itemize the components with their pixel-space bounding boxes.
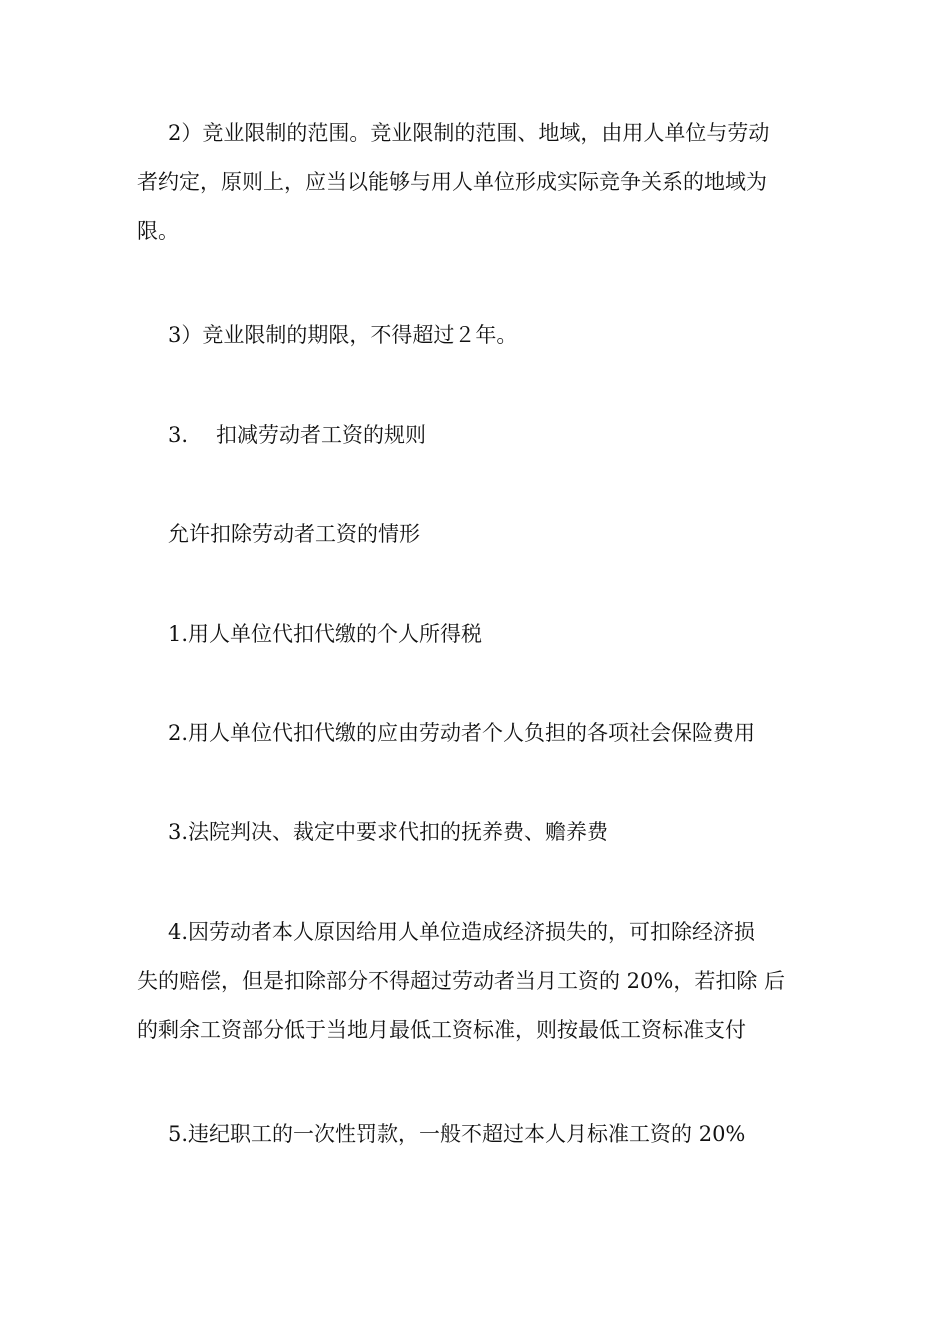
text-line — [137, 411, 827, 460]
heading-number: 3. — [168, 423, 189, 447]
text-line: 3）竞业限制的期限，不得超过２年。 — [168, 323, 518, 347]
paragraph-allowed-deductions-intro — [137, 510, 827, 559]
text-line: 限。 — [137, 219, 179, 243]
list-item — [137, 709, 827, 758]
section-heading — [137, 411, 827, 460]
text-line: 4.因劳动者本人原因给用人单位造成经济损失的，可扣除经济损 — [168, 920, 756, 944]
text-line: 1.用人单位代扣代缴的个人所得税 — [168, 622, 483, 646]
paragraph-non-compete-scope — [137, 109, 827, 256]
text-line: 2）竞业限制的范围。竞业限制的范围、地域，由用人单位与劳动 — [168, 121, 770, 145]
heading-text: 扣减劳动者工资的规则 — [216, 423, 426, 447]
list-item — [137, 1110, 827, 1159]
list-item — [137, 808, 827, 857]
text-line: 允许扣除劳动者工资的情形 — [168, 522, 420, 546]
list-item — [137, 908, 827, 1055]
text-line: 失的赔偿，但是扣除部分不得超过劳动者当月工资的 20%，若扣除 后 — [137, 969, 786, 993]
text-line: 的剩余工资部分低于当地月最低工资标准，则按最低工资标准支付 — [137, 1018, 746, 1042]
text-line: 3.法院判决、裁定中要求代扣的抚养费、赡养费 — [168, 820, 609, 844]
paragraph-non-compete-term — [137, 311, 827, 360]
text-line: 2.用人单位代扣代缴的应由劳动者个人负担的各项社会保险费用 — [168, 721, 756, 745]
list-item — [137, 610, 827, 659]
text-line: 者约定，原则上，应当以能够与用人单位形成实际竞争关系的地域为 — [137, 170, 767, 194]
text-line: 5.违纪职工的一次性罚款，一般不超过本人月标准工资的 20% — [168, 1122, 746, 1146]
